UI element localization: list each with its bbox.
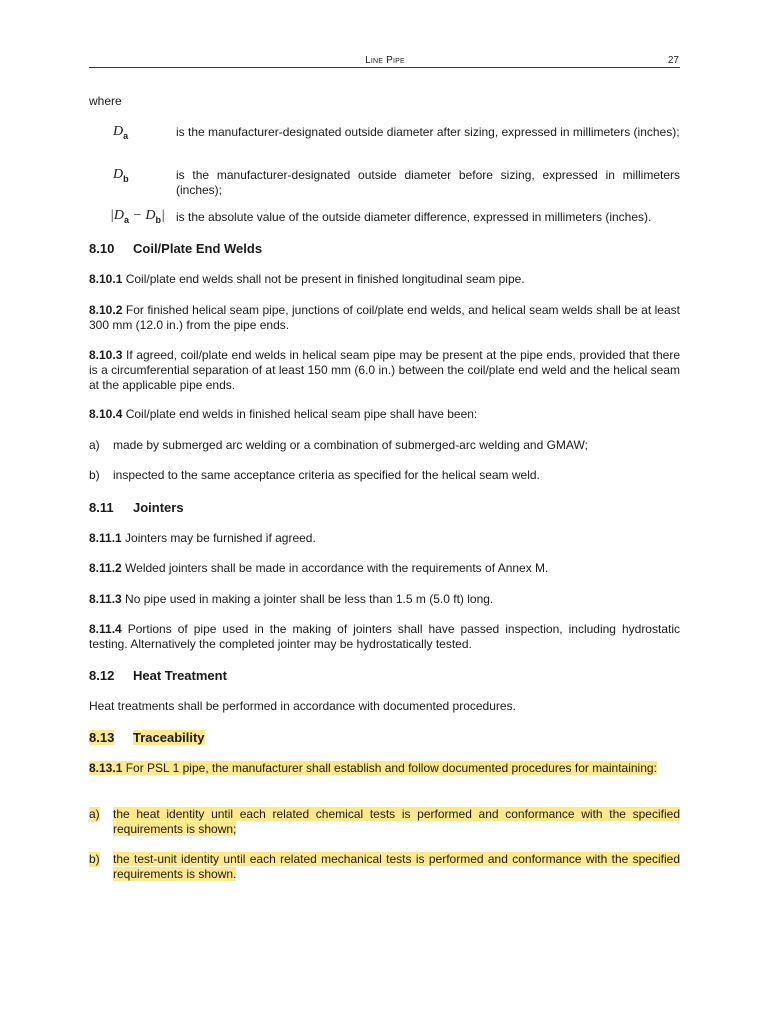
list-item-a: a) made by submerged arc welding or a combination of submerged-arc welding and GMAW; (89, 438, 588, 452)
section-heading-8-10: 8.10 Coil/Plate End Welds (89, 241, 263, 256)
clause-8-11-3: 8.11.3 No pipe used in making a jointer shall be less than 1.5 m (5.0 ft) long. (89, 592, 494, 606)
symbol-da: $D_a$ (113, 124, 129, 141)
clause-8-10-4: 8.10.4 Coil/plate end welds in finished helical seam pipe shall have been: (89, 407, 478, 421)
highlight: Traceability (133, 730, 205, 745)
clause-8-10-3: 8.10.3 If agreed, coil/plate end welds in helical seam pipe may be present at the pipe ends, provided that there is a circumferential separation of at least 150 mm (6.0 in.) between the coil/plate end weld and the helical seam at the applicable pipe ends. (89, 348, 680, 392)
where-label: where (89, 94, 122, 108)
section-heading-8-11: 8.11 Jointers (89, 500, 184, 515)
highlight: 8.13 (89, 730, 115, 745)
clause-8-11-1: 8.11.1 Jointers may be furnished if agreed. (89, 531, 316, 545)
list-item-b: b) the test-unit identity until each related mechanical tests is performed and conformance with the specified requirements is shown. (89, 852, 680, 881)
page-number: 27 (667, 55, 679, 66)
running-header-title: Line Pipe (365, 55, 405, 66)
header-rule (89, 67, 680, 68)
definition-da: is the manufacturer-designated outside diameter after sizing, expressed in millimeters (inches); (176, 125, 680, 139)
symbol-db: $D_b$ (113, 167, 129, 184)
list-item-b: b) inspected to the same acceptance criteria as specified for the helical seam weld. (89, 468, 540, 482)
definition-db: is the manufacturer-designated outside diameter before sizing, expressed in millimeters (inches); (176, 168, 680, 197)
symbol-abs-diff: $|D_a - D_b|$ (110, 208, 165, 225)
clause-8-12-text: Heat treatments shall be performed in accordance with documented procedures. (89, 699, 516, 713)
section-heading-8-12: 8.12 Heat Treatment (89, 668, 227, 683)
highlight: the heat identity until each related chemical tests is performed and conformance with the specified requirements is shown; (113, 807, 680, 836)
highlight: 8.13.1 For PSL 1 pipe, the manufacturer shall establish and follow documented procedures for maintaining: (89, 761, 657, 775)
clause-8-10-1: 8.10.1 Coil/plate end welds shall not be present in finished longitudinal seam pipe. (89, 272, 525, 286)
highlight: the test-unit identity until each related mechanical tests is performed and conformance with the specified requirements is shown. (113, 852, 680, 881)
definition-abs-diff: is the absolute value of the outside diameter difference, expressed in millimeters (inches). (176, 210, 652, 224)
list-item-a: a) the heat identity until each related chemical tests is performed and conformance with the specified requirements is shown; (89, 807, 680, 836)
clause-8-11-4: 8.11.4 Portions of pipe used in the making of jointers shall have passed inspection, including hydrostatic testing. Alternatively the completed jointer may be hydrostatically tested. (89, 622, 680, 651)
clause-8-13-1 (89, 761, 680, 776)
clause-8-11-2: 8.11.2 Welded jointers shall be made in accordance with the requirements of Annex M. (89, 561, 549, 575)
section-heading-8-13 (89, 730, 205, 745)
clause-8-10-2: 8.10.2 For finished helical seam pipe, junctions of coil/plate end welds, and helical seam welds shall be at least 300 mm (12.0 in.) from the pipe ends. (89, 303, 680, 332)
